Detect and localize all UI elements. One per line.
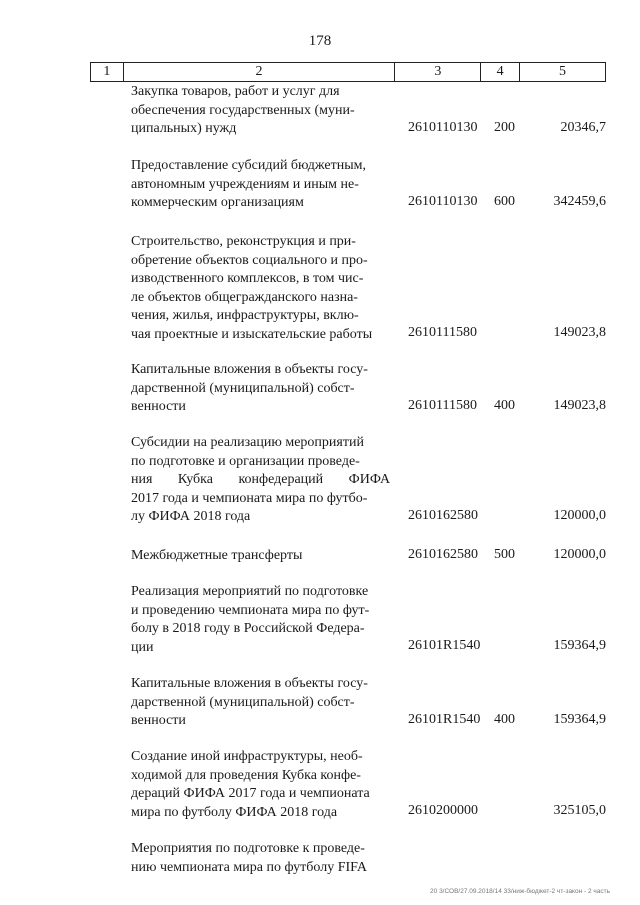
desc-line: ции (131, 639, 154, 655)
desc-line: по подготовке и организации проведе- (131, 453, 360, 469)
target-code: 2610162580 (408, 547, 478, 562)
row-description (131, 233, 395, 344)
row-description (131, 434, 395, 527)
target-code: 2610162580 (408, 508, 478, 523)
amount: 120000,0 (553, 547, 606, 562)
table-row (0, 83, 640, 157)
desc-line: мира по футболу ФИФА 2018 года (131, 804, 338, 820)
page-number: 178 (308, 33, 332, 49)
desc-line: изводственного комплексов, в том чис- (131, 271, 364, 286)
expense-type: 500 (494, 547, 515, 562)
table-row (0, 748, 640, 840)
target-code: 2610110130 (408, 120, 478, 135)
desc-line: Предоставление субсидий бюджетным, (131, 158, 367, 173)
desc-line: ле объектов общегражданского назна- (131, 289, 358, 305)
desc-line: Закупка товаров, работ и услуг для (131, 84, 340, 99)
table-row (0, 547, 640, 583)
target-code: 2610110130 (408, 194, 478, 209)
table-row (0, 675, 640, 748)
table-row (0, 157, 640, 233)
desc-line: ципальных) нужд (131, 121, 237, 136)
desc-line: и проведению чемпионата мира по фут- (131, 602, 370, 618)
desc-line: автономным учреждениям и иным не- (131, 176, 359, 192)
document-footer-note: 20 3/СОВ/27.09.2018/14 33/ниж-бюджет-2 чт-закон - 2 часть (430, 888, 610, 895)
desc-line: обретение объектов социального и про- (131, 252, 368, 268)
desc-line: чая проектные и изыскательские работы (131, 326, 373, 342)
desc-line: нию чемпионата мира по футболу FIFA (131, 859, 368, 875)
table-header (90, 62, 606, 82)
desc-line: Строительство, реконструкция и при- (131, 234, 356, 249)
amount: 342459,6 (553, 194, 606, 209)
amount: 325105,0 (553, 803, 606, 818)
table-row (0, 233, 640, 361)
header-col-4: 4 (481, 63, 520, 82)
desc-line: болу в 2018 году в Российской Федера- (131, 621, 365, 636)
desc-line: венности (131, 399, 186, 414)
target-code: 2610111580 (408, 398, 477, 413)
header-col-2: 2 (123, 63, 395, 82)
amount: 20346,7 (560, 120, 606, 135)
desc-line: Создание иной инфраструктуры, необ- (131, 749, 363, 764)
desc-line: Капитальные вложения в объекты госу- (131, 362, 368, 377)
amount: 120000,0 (553, 508, 606, 523)
desc-line: ходимой для проведения Кубка конфе- (131, 767, 361, 783)
amount: 149023,8 (553, 398, 606, 413)
desc-line: Субсидии на реализацию мероприятий (131, 435, 364, 450)
table-row (0, 840, 640, 880)
desc-line: Капитальные вложения в объекты госу- (131, 676, 368, 691)
target-code: 26101R1540 (408, 638, 481, 653)
expense-type: 600 (494, 194, 515, 209)
budget-rows (0, 83, 640, 880)
desc-line: лу ФИФА 2018 года (131, 509, 251, 524)
desc-line: коммерческим организациям (131, 195, 304, 210)
desc-line: обеспечения государственных (муни- (131, 102, 355, 118)
amount: 159364,9 (553, 712, 606, 727)
header-col-1: 1 (91, 63, 124, 82)
row-description (131, 547, 395, 566)
desc-line: чения, жилья, инфраструктуры, вклю- (131, 308, 359, 323)
target-code: 26101R1540 (408, 712, 481, 727)
table-row (0, 361, 640, 434)
row-description (131, 583, 395, 657)
expense-type: 400 (494, 398, 515, 413)
desc-line: Межбюджетные трансферты (131, 548, 303, 563)
desc-line: дарственной (муниципальной) собст- (131, 694, 355, 710)
amount: 149023,8 (553, 325, 606, 340)
table-row (0, 583, 640, 675)
desc-line: венности (131, 713, 186, 728)
row-description (131, 361, 395, 417)
expense-type: 200 (494, 120, 515, 135)
row-description (131, 157, 395, 213)
target-code: 2610200000 (408, 803, 478, 818)
desc-line: дераций ФИФА 2017 года и чемпионата (131, 786, 370, 801)
amount: 159364,9 (553, 638, 606, 653)
row-description (131, 840, 395, 877)
table-row (0, 434, 640, 547)
header-col-3: 3 (395, 63, 481, 82)
desc-line: Реализация мероприятий по подготовке (131, 584, 369, 599)
row-description (131, 83, 395, 139)
desc-line: ния Кубка конфедераций ФИФА (131, 472, 391, 487)
header-col-5: 5 (519, 63, 605, 82)
row-description (131, 675, 395, 731)
row-description (131, 748, 395, 822)
desc-line: дарственной (муниципальной) собст- (131, 380, 355, 396)
expense-type: 400 (494, 712, 515, 727)
desc-line: Мероприятия по подготовке к проведе- (131, 841, 365, 856)
target-code: 2610111580 (408, 325, 477, 340)
desc-line: 2017 года и чемпионата мира по футбо- (131, 490, 368, 506)
